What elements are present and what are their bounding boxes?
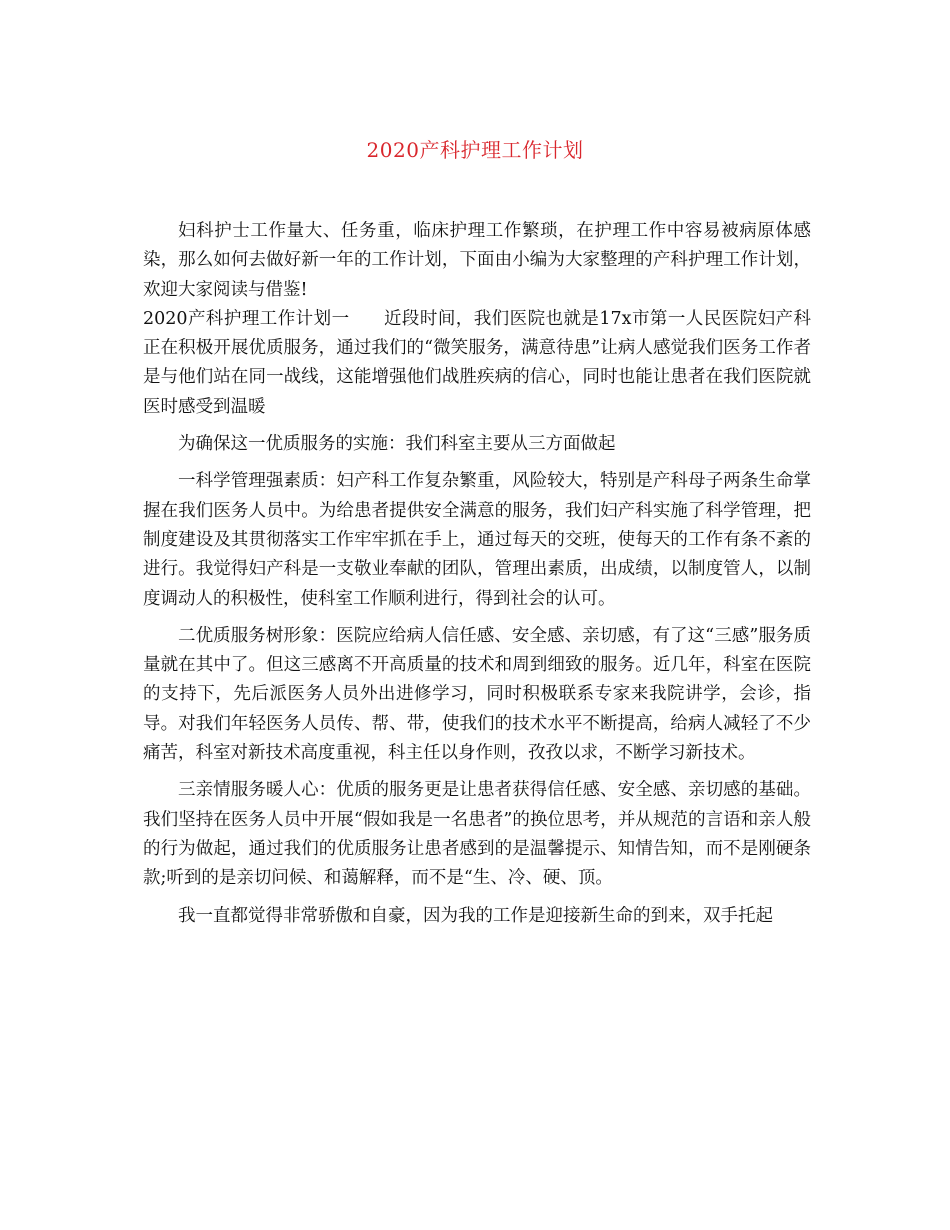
body-paragraph-2: 一科学管理强素质：妇产科工作复杂繁重，风险较大，特别是产科母子两条生命掌握在我们医务人员中。为给患者提供安全满意的服务，我们妇产科实施了科学管理，把制度建设及其贯彻落实工作牢牢抓在手上，通过每天的交班，使每天的工作有条不紊的进行。我觉得妇产科是一支敬业奉献的团队，管理出素质，出成绩，以制度管人，以制度调动人的积极性，使科室工作顺利进行，得到社会的认可。 bbox=[143, 471, 811, 609]
body-paragraph-4: 三亲情服务暖人心：优质的服务更是让患者获得信任感、安全感、亲切感的基础。我们坚持在医务人员中开展“假如我是一名患者”的换位思考，并从规范的言语和亲人般的行为做起，通过我们的优质服务让患者感到的是温馨提示、知情告知，而不是刚硬条款;听到的是亲切问候、和蔼解释，而不是“生、冷、硬、顶。 bbox=[143, 780, 811, 889]
document-body bbox=[143, 217, 811, 931]
body-paragraph-1: 为确保这一优质服务的实施：我们科室主要从三方面做起 bbox=[178, 434, 616, 455]
section-title: 2020产科护理工作计划一 bbox=[143, 308, 350, 329]
intro-paragraph: 妇科护士工作量大、任务重，临床护理工作繁琐，在护理工作中容易被病原体感染，那么如何去做好新一年的工作计划，下面由小编为大家整理的产科护理工作计划，欢迎大家阅读与借鉴! bbox=[143, 221, 811, 300]
body-paragraph-3: 二优质服务树形象：医院应给病人信任感、安全感、亲切感，有了这“三感”服务质量就在其中了。但这三感离不开高质量的技术和周到细致的服务。近几年，科室在医院的支持下，先后派医务人员外出进修学习，同时积极联系专家来我院讲学，会诊，指导。对我们年轻医务人员传、帮、带，使我们的技术水平不断提高，给病人减轻了不少痛苦，科室对新技术高度重视，科主任以身作则，孜孜以求，不断学习新技术。 bbox=[143, 625, 811, 764]
section-opening-text: 近段时间，我们医院也就是17x市第一人民医院妇产科正在积极开展优质服务，通过我们的“微笑服务，满意待患”让病人感觉我们医务工作者是与他们站在同一战线，这能增强他们战胜疾病的信心，同时也能让患者在我们医院就医时感受到温暖 bbox=[143, 308, 811, 417]
document-title: 2020产科护理工作计划 bbox=[366, 138, 584, 162]
section-paragraph bbox=[143, 305, 811, 422]
body-paragraph-5: 我一直都觉得非常骄傲和自豪，因为我的工作是迎接新生命的到来，双手托起 bbox=[178, 905, 773, 926]
